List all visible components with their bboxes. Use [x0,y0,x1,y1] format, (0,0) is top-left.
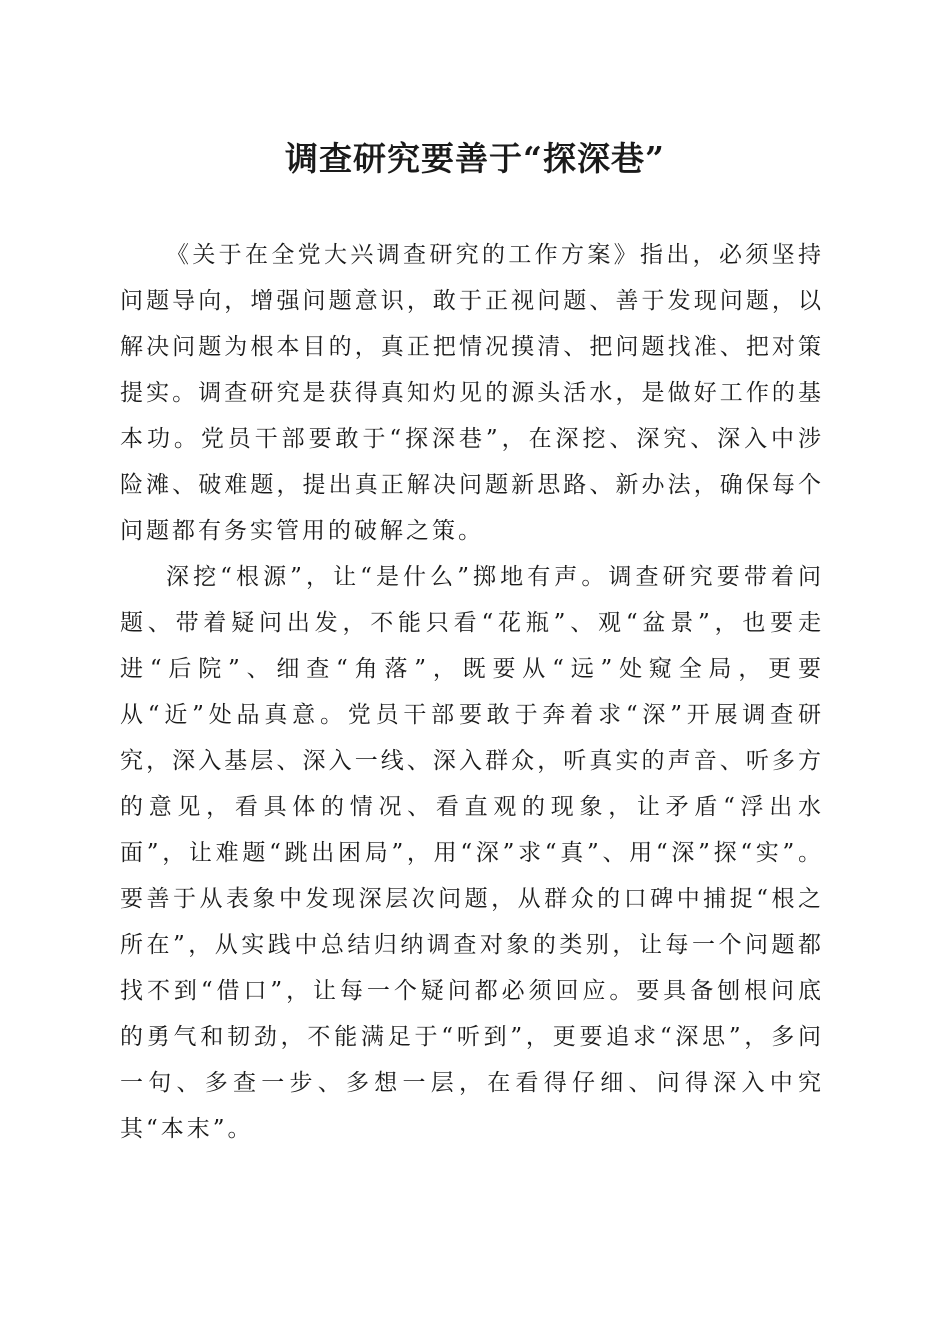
document-title: 调查研究要善于“探深巷” [285,139,665,178]
paragraph-dig-roots: 深挖“根源”，让“是什么”掷地有声。调查研究要带着问题、带着疑问出发，不能只看“花瓶”、观“盆景”，也要走进“后院”、细查“角落”，既要从“远”处窥全局，更要从“近”处品真意。党员干部要敢于奔着求“深”开展调查研究，深入基层、深入一线、深入群众，听真实的声音、听多方的意见，看具体的情况、看直观的现象，让矛盾“浮出水面”，让难题“跳出困局”，用“深”求“真”、用“深”探“实”。要善于从表象中发现深层次问题，从群众的口碑中捕捉“根之所在”，从实践中总结归纳调查对象的类别，让每一个问题都找不到“借口”，让每一个疑问都必须回应。要具备刨根问底的勇气和韧劲，不能满足于“听到”，更要追求“深思”，多问一句、多查一步、多想一层，在看得仔细、问得深入中究其“本末”。 [120,564,824,1142]
document-body [120,232,824,1152]
paragraph-intro: 《关于在全党大兴调查研究的工作方案》指出，必须坚持问题导向，增强问题意识，敢于正视问题、善于发现问题，以解决问题为根本目的，真正把情况摸清、把问题找准、把对策提实。调查研究是获得真知灼见的源头活水，是做好工作的基本功。党员干部要敢于“探深巷”，在深挖、深究、深入中涉险滩、破难题，提出真正解决问题新思路、新办法，确保每个问题都有务实管用的破解之策。 [120,242,824,544]
